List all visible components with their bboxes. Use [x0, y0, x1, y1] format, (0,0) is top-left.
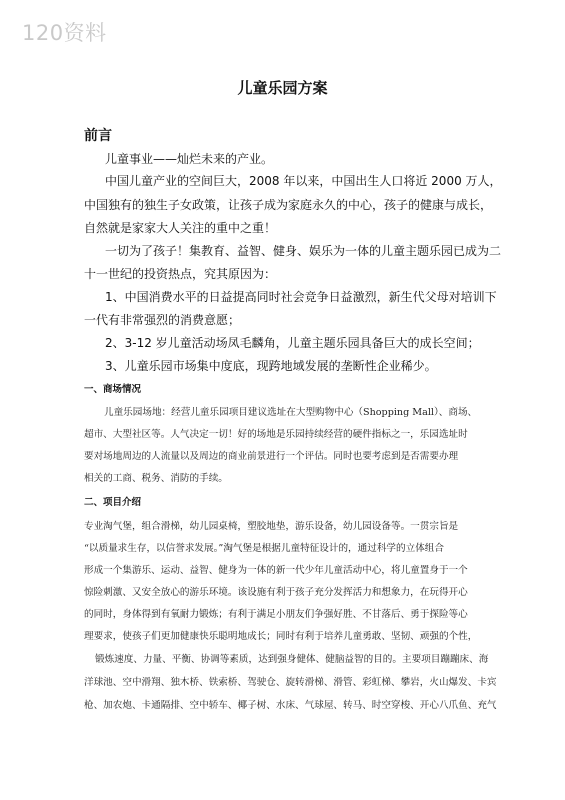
document-title: 儿童乐园方案: [237, 79, 328, 97]
section1-heading: 一、商场情况: [84, 384, 142, 395]
section2-line: 专业淘气堡，组合滑梯，幼儿园桌椅，塑胶地垫，游乐设备，幼儿园设备等。一贯宗旨是: [84, 521, 459, 532]
section2-heading: 二、项目介绍: [84, 497, 142, 508]
section2-line: 枪、加农炮、卡通隔排、空中轿车、椰子树、水床、气球屋、转马、时空穿梭、开心八爪鱼、充气: [84, 700, 497, 711]
section1-line: 要对场地周边的人流量以及周边的商业前景进行一个评估。同时也要考虑到是否需要办理: [84, 451, 459, 462]
section2-line: 的同时，身体得到有氧耐力锻炼；有利于满足小朋友们争强好胜、不甘落后、勇于探险等心: [84, 609, 468, 620]
section2-line: 惊险刺激、又安全放心的游乐环境。该设施有利于孩子充分发挥活力和想象力，在玩得开心: [84, 587, 468, 598]
section2-line: 锻炼速度、力量、平衡、协调等素质，达到强身健体、健脑益智的目的。主要项目蹦蹦床、海: [95, 654, 489, 665]
section1-line: 相关的工商、税务、消防的手续。: [84, 473, 228, 484]
section2-line: “以质量求生存，以信誉求发展。”淘气堡是根据儿童特征设计的，通过科学的立体组合: [84, 543, 444, 554]
section2-line: 形成一个集游乐、运动、益智、健身为一体的新一代少年儿童活动中心，将儿童置身于一个: [84, 565, 468, 576]
section1-line: 超市、大型社区等。人气决定一切！好的场地是乐园持续经营的硬件指标之一，乐园选址时: [84, 429, 468, 440]
watermark-logo: 120资料: [22, 21, 107, 45]
section2-line: 理要求，使孩子们更加健康快乐聪明地成长；同时有利于培养儿童勇敢、坚韧、顽强的个性，: [84, 631, 478, 642]
section2-line: 洋球池、空中滑翔、独木桥、铁索桥、驾驶仓、旋转滑梯、滑管、彩虹梯、攀岩，火山爆发、卡宾: [84, 677, 497, 688]
preface-heading: 前言: [84, 128, 112, 144]
section1-line: 儿童乐园场地：经营儿童乐园项目建议选址在大型购物中心（Shopping Mall）、商场、: [104, 407, 478, 418]
